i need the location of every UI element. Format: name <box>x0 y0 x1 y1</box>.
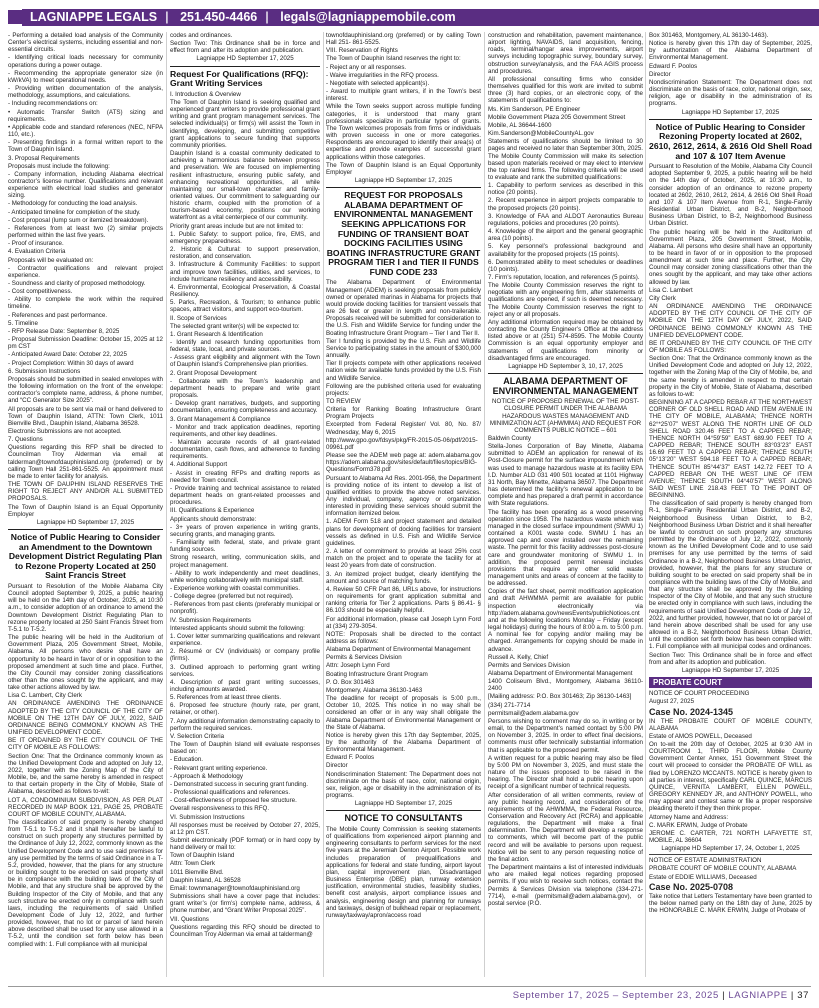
notice-paragraph: - Methodology for conducting the load analysis. <box>8 200 138 208</box>
notice-paragraph: Ms. Kim Sanderson, PE Engineer <box>488 105 581 113</box>
page-footer <box>0 986 819 1008</box>
notice-paragraph: townofdauphinisland.org (preferred) or by calling Town Hall 251- 861-5525. <box>326 32 481 47</box>
notice-paragraph: [Mailing address: P.O. Box 301463; Zip 36130-1463] <box>488 693 632 701</box>
notice-paragraph: - Anticipated timeline for completion of the study. <box>8 208 141 216</box>
rezoning-notice-body <box>8 583 163 948</box>
notice-paragraph: - Presenting findings in a formal written report to the Town of Dauphin Island. <box>8 139 163 154</box>
notice-paragraph: Russell A. Kelly, Chief <box>488 653 549 661</box>
notice-paragraph: 4. Additional Support <box>170 461 228 469</box>
notice-paragraph: - Providing written documentation of the analysis, methodology, assumptions, and calculations. <box>8 85 163 100</box>
notice-paragraph: Mobile, AL 36644-1600 <box>488 121 552 129</box>
notice-paragraph: Town of Dauphin Island <box>170 852 235 860</box>
notice-paragraph: Dauphin Island is a coastal community dedicated to achieving a harmonious balance between progress and preservation. We are focused on implementing resilient infrastructure, ensuring public safety, and enhancing recreational opportunities, all while maintaining our small-town character and family-oriented values. Our commitment to safeguarding our historic charm, coupled with the promotion of a tourism-based economy, positions our working waterfront as a vital centerpiece of our community. <box>170 150 320 222</box>
notice-paragraph: - Negotiate with selected applicant(s). <box>326 79 430 87</box>
notice-paragraph: 5. Key personnel’s professional background and availability for the proposed projects (15 points). <box>488 243 643 258</box>
notice-paragraph: - Develop grant narratives, budgets, and supporting documentation, ensuring completeness and accuracy. <box>170 400 320 415</box>
notice-paragraph: Strong research, writing, communication skills, and project management. <box>170 554 320 569</box>
notice-paragraph: 4. Knowledge of the airport and the general geographic area (10 points). <box>488 228 643 243</box>
notice-paragraph: - References from past clients (preferably municipal or nonprofit). <box>170 601 320 616</box>
notice-paragraph: 2. Grant Proposal Development <box>170 369 257 377</box>
notice-paragraph: 1. Cover letter summarizing qualifications and relevant experience. <box>170 632 320 648</box>
publication-line: Lagniappe HD September 17, 2025 <box>196 55 294 63</box>
notice-paragraph: • Automatic Transfer Switch (ATS) sizing and requirements. <box>8 108 163 123</box>
notice-paragraph: - Cost proposal (lump sum or itemized breakdown). <box>8 216 149 224</box>
notice-paragraph: - Soundness and clarity of proposed methodology. <box>8 280 146 287</box>
issue-dates: September 17, 2025 – September 23, 2025 <box>512 990 719 1001</box>
notice-paragraph: Pursuant to Resolution of the Mobile, Alabama City Council adopted September 9, 2025, a public hearing will be held on the 14th day of October, 2025, at 10:30 a.m., to consider adoption of an ordinance to rezone property located at 2602, 2610, 2612, 2614, & 2616 Old Shell Road and 107 & 107 Item Avenue from R-1, Single-Family Residential Urban District, and B-2, Neighborhood Business Urban District, to B-2, Neighborhood Business Urban District. <box>649 163 812 228</box>
notice-paragraph: The Mobile County Commission is seeking statements of qualifications from experienced airport planning and engineering consultants to perform services for the next five years at the Jeremiah Denton Airport. Possible work includes preparation of prequalifications and applications for federal and state funding, airport layout plan, capital improvement plan, Disadvantaged Business Enterprise (DBE) plan, runway extension justification, environmental studies, feasibility studies, benefit cost analysis, airport compliance issues and analysis, engineering design and planning for runways and taxiways, design of bulkhead repair or replacement, runway/taxiway/apron/access road <box>326 826 481 919</box>
notice-paragraph: After consideration of all written comments, review of any public hearing record, and consideration of the requirements of the AHWMMA, the Federal Resource, Conservation and Recovery Act (RCRA) and applicable regulations, the Department will make a final determination. The Department will develop a response to comments, which will become part of the public record and will be available to persons upon request. Notice will be sent to any person requesting notice of the final action. <box>488 791 643 863</box>
notice-paragraph: Please see the ADEM web page at: adem.alabama.gov https://adem.alabama.gov/sites/default/files/topics/BIG-Questions/Form378.pdf <box>326 452 481 474</box>
notice-subtitle: NOTICE OF PROPOSED RENEWAL OF THE POST-CLOSURE PERMIT UNDER THE ALABAMA HAZARDOUS WASTES MANAGEMENT AND MINIMIZATION ACT (AHWMMA) AND REQUEST FOR COMMENTS PUBLIC NOTICE – 601 <box>489 398 642 434</box>
notice-paragraph: 2. Résumé or CV (individuals) or company profile (firms). <box>170 648 320 663</box>
case-number: Case No. 2025-0708 <box>649 881 734 892</box>
column-divider <box>166 32 167 977</box>
notice-paragraph: The Town of Dauphin Island is an Equal Opportunity Employer <box>326 161 481 176</box>
notice-paragraph: NOTE: Proposals shall be directed to the contact address as follows: <box>326 630 481 645</box>
column-divider <box>645 32 646 977</box>
estate-notice-body <box>649 893 812 914</box>
notice-paragraph: - Approach & Methodology <box>170 772 243 780</box>
notice-paragraph: - 3+ years of proven experience in writing grants, securing grants, and managing grants. <box>170 523 320 538</box>
notice-paragraph: 5. Timeline <box>8 319 38 327</box>
publication-line: Lagniappe HD September 3, 10, 17, 2025 <box>508 362 623 370</box>
notice-paragraph: The Town of Dauphin Island is seeking qualified and experienced grant writers to provide professional grant writing and grant program management services. The selected individual(s) or firm(s) will assist the Town in identifying, developing, and submitting competitive grant applications to secure funding that supports community priorities. <box>170 98 320 149</box>
notice-paragraph: • Applicable code and standard references (NEC, NFPA 110, etc.). <box>8 123 163 139</box>
notice-paragraph: Edward F. Poolos <box>649 62 698 70</box>
notice-paragraph: 5. References from at least three clients. <box>170 694 282 702</box>
notice-paragraph: Section One: That the Ordinance commonly known as the Unified Development Code and adopted on July 12, 2022, together with the Zoning Map of the City of Mobile, be, and the same hereby is amended in respect to that certain property in the City of Mobile, State of Alabama, described as follows to-wit: <box>8 752 163 796</box>
notice-paragraph: - Anticipated Award Date: October 22, 2025 <box>8 351 127 359</box>
notice-paragraph: Nondiscrimination Statement: The Department does not discriminate on the basis of race, color, national origin, sex, religion, age or disability in the administration of its programs. <box>649 78 812 108</box>
notice-paragraph: 4. Description of past grant writing successes, including amounts awarded. <box>170 678 320 693</box>
notice-paragraph: Overall responsiveness to this RFQ. <box>170 805 270 813</box>
notice-title: Notice of Public Hearing to Consider Rezoning Property located at 2602, 2610, 2612, 2614, & 2616 Old Shell Road and 107 & 107 Item Avenue <box>649 121 812 161</box>
notice-paragraph: VI. Submission Instructions <box>170 813 245 821</box>
notice-paragraph: Email: townmanager@townofdauphinisland.org <box>170 884 300 892</box>
notice-divider <box>488 373 643 374</box>
header-phone: 251.450-4466 <box>180 10 258 24</box>
notice-paragraph: The selected grant writer(s) will be expected to: <box>170 322 300 330</box>
notice-paragraph: City Clerk <box>649 294 676 302</box>
notice-paragraph: (334) 271-7714 <box>488 701 531 709</box>
section-title: LAGNIAPPE LEGALS <box>30 10 158 24</box>
notice-paragraph: The public hearing will be held in the Auditorium of Government Plaza, 205 Government Street, Mobile, Alabama. All persons who desire shall have an opportunity to be heard in favor of or in opposition to the proposed amendment at such time and place. Further, the City Council may consider zoning classifications other than the ones sought by the applicant, and may take other actions allowed by law. <box>649 228 812 286</box>
notice-paragraph: 1. Capability to perform services as described in this notice (20 points). <box>488 182 643 197</box>
notice-paragraph: Permits & Services Division <box>326 654 402 662</box>
consultants-body <box>326 826 481 919</box>
adem-notice-body <box>488 435 643 907</box>
notice-paragraph: 4. Review 50 CFR Part 86, URLs above, for instructions on requirements for grant application submittal and ranking criteria for Tier 2 applications. Parts § 86.41- § 86.103 should be especially helpful. <box>326 585 481 615</box>
notice-paragraph: 2. Recent experience in airport projects comparable to the proposed projects (20 points). <box>488 197 643 212</box>
notice-paragraph: - Monitor and track application deadlines, reporting requirements, and other key deadlines. <box>170 423 320 438</box>
notice-paragraph: - Professional qualifications and references. <box>170 789 291 797</box>
notice-paragraph: 4. Evaluation Criteria <box>8 248 66 256</box>
notice-paragraph: Kim.Sanderson@MobileCountyAL.gov <box>488 130 594 138</box>
notice-paragraph: Attn: Town Clerk <box>170 860 215 868</box>
notice-paragraph: Boating Infrastructure Grant Program <box>326 670 428 678</box>
notice-paragraph: Take notice that Letters Testamentary have been granted to the below named party on the 18th day of June, 2025 by the HONORABLE C. MARK ERWIN, Judge of Probate of <box>649 892 812 915</box>
notice-paragraph: Section Two: This Ordinance shall be in force and effect from and after its adoption and publication. <box>170 40 320 55</box>
notice-paragraph: PROBATE COURT OF MOBILE COUNTY, ALABAMA <box>649 865 797 873</box>
notice-paragraph: - Identify and research funding opportunities from federal, state, local, and private sources. <box>170 338 320 354</box>
notice-paragraph: - Demonstrated success in securing grant funding. <box>170 780 308 788</box>
notice-paragraph: Statements of qualifications should be limited to 30 pages and received no later than September 30th, 2025. The Mobile County Commission will make its selection based upon materials received or may elect to interview the top ranked firms. The following criteria will be used to evaluate and rank the submitted qualifications: <box>488 138 643 181</box>
notice-paragraph: Stella-Jones Corporation of Bay Minette, Alabama submitted to ADEM an application for renewal of its Post-Closure permit for the surface impoundment which was used to manage hazardous waste at its facility EPA I.D. Number ALD 031 490 501 located at 1101 Highway 31 North, Bay Minette, Alabama 36507. The Department has determined the facility’s renewal application to be complete and has prepared a draft permit in accordance with State regulations. <box>488 443 643 508</box>
notice-paragraph: The deadline for receipt of proposals is 5:00 p.m., October 10, 2025. This notice in no way shall be considered an offer or in any way shall obligate the Alabama Department of Environmental Management or the State of Alabama. <box>326 695 481 731</box>
notice-divider <box>649 854 812 855</box>
notice-title: NOTICE TO CONSULTANTS <box>344 813 463 824</box>
notice-paragraph: Applicants should demonstrate: <box>170 515 257 523</box>
notice-paragraph: Any additional information required may be obtained by contacting the County Engineer’s Office at the address listed above or at (251) 574-8595. The Mobile County Commission is an equal opportunity employer and statements of qualifications from minority or disadvantaged firms are encouraged. <box>488 318 643 362</box>
notice-paragraph: - Including recommendations on: <box>8 100 98 108</box>
notice-paragraph: JEROME C. CARTER, 721 NORTH LAFAYETTE ST, MOBILE, AL 36604 <box>649 829 812 844</box>
notice-divider <box>326 810 481 811</box>
notice-title: Request For Qualifications (RFQ): Grant Writing Services <box>170 68 309 89</box>
notice-paragraph: LOT A, CONDOMINIUM SUBDIVISION, AS PER PLAT RECORDED IN MAP BOOK 121, PAGE 25, PROBATE COURT OF MOBILE COUNTY, ALABAMA. <box>8 796 163 818</box>
notice-paragraph: - Identifying critical loads necessary for community operations during a power outage. <box>8 54 163 69</box>
notice-paragraph: Copies of the fact sheet, permit modification application and draft AHWMMA permit are available for public inspection electronically via http://adem.alabama.gov/newsEvents/publicNotices.cnt and at the following locations Monday – Friday (except legal holidays) during the hours of 8:00 a.m. to 5:00 p.m. A nominal fee for copying and/or mailing may be charged. Arrangements for copying should be made in advance. <box>488 588 643 653</box>
column-divider <box>323 32 324 977</box>
case-number: Case No. 2024-1345 <box>649 706 734 717</box>
notice-paragraph: AN ORDINANCE AMENDING THE ORDINANCE ADOPTED BY THE CITY COUNCIL OF THE CITY OF MOBILE ON THE 12TH DAY OF JULY, 2022, SAID ORDINANCE BEING COMMONLY KNOWN AS THE UNIFIED DEVELOPMENT CODE. <box>8 700 163 737</box>
notice-paragraph: Pursuant to Resolution of the Mobile Alabama City Council adopted September 9, 2025, a public hearing will be held on the 14th day of October, 2025, at 10:30 a.m., to consider adoption of an ordinance to amend the Downtown Development District Regulating Plan to rezone property located at 250 Saint Francis Street from T-5.1 to T-5.2. <box>8 582 163 633</box>
publication-line: Lagniappe HD September 17, 2025 <box>354 800 453 808</box>
notice-paragraph: 6. Submission Instructions <box>8 367 81 375</box>
notice-paragraph: Section One: That the Ordinance commonly known as the Unified Development Code and adopted on July 12, 2022, together with the Zoning Map of the City of Mobile, be, and the same hereby is amended in respect to that certain property in the City of Mobile, State of Alabama, described as follows to-wit: <box>649 355 812 398</box>
notice-paragraph: A written request for a public hearing may also be filed by 5:00 PM on November 3, 2025, and must state the nature of the issues proposed to be raised in the hearing. The Director shall hold a public hearing upon receipt of a significant number of technical requests. <box>488 754 643 791</box>
notice-paragraph: Lisa C. Lambert <box>649 286 693 294</box>
notice-paragraph: 3. Grant Management & Compliance <box>170 415 271 423</box>
notice-paragraph: Tier I funding is provided by the U.S. Fish and Wildlife Service to participating states in the amount of $300,000 annually. <box>326 337 481 360</box>
notice-paragraph: IV. Submission Requirements <box>170 616 251 624</box>
notice-paragraph: TO REVIEW <box>326 397 361 405</box>
rfp-body <box>326 279 481 799</box>
notice-paragraph: The classification of said property is hereby changed from R-1, Single-Family Residential Urban District, and B-2, Neighborhood Business Urban District, to B-2, Neighborhood Business Urban District and it shall hereafter be lawful to construct on such property any structures permitted by the Ordinance of July 12, 2022, commonly known as the Unified Development Code and to use said premises for any use permitted by the terms of said Ordinance in a B-2, Neighborhood Business Urban District, provided, however, that the plans for any structure or building sought to be erected on said property shall be in compliance with the building laws of the City of Mobile, and that any structure shall be approved by the Building Inspector of the City of Mobile, and that any such structure be erected only in compliance with such laws, including the requirements of said Unified Development Code of July 12, 2022, and further provided, however, that no lot or parcel of land herein above described shall be used for any use allowed in a B-2, Neighborhood Business Urban District, until the condition set forth below has been complied with: 1. Full compliance with all municipal codes and ordinances. <box>649 500 812 651</box>
notice-paragraph: The Town of Dauphin Island is an Equal Opportunity Employer <box>8 503 163 518</box>
column-3 <box>326 32 481 977</box>
page-number: 37 <box>797 990 809 1001</box>
header-text: LAGNIAPPE LEGALS | 251.450-4466 | legals@lagniappemobile.com <box>30 10 456 24</box>
publication-line: Lagniappe HD September 17, 2025 <box>681 666 780 674</box>
notice-paragraph: VIII. Reservation of Rights <box>326 47 398 55</box>
notice-paragraph: - Collaborate with the Town’s leadership and department heads to prepare and write grant proposals. <box>170 377 320 400</box>
notice-paragraph: Priority grant areas include but are not limited to: <box>170 222 304 230</box>
notice-paragraph: The classification of said property is hereby changed from T-5.1 to T-5.2 and it shall hereafter be lawful to construct on such property any structures permitted by the Ordinance of July 12, 2022, commonly known as the Unified Development Code and to use said premises for any use permitted by the terms of said Ordinance in a T-5.2, provided, however, that the plans for any structure or building sought to be erected on said property shall be in compliance with the building laws of the City of Mobile, and that any structure shall be approved by the Building Inspector of the City of Mobile, and that any such structure be erected only in compliance with such laws, including the requirements of said Unified Development Code of July 12, 2022, and further provided, however, that no lot or parcel of land herein above described shall be used for any use allowed in a T-5.2, until the condition set forth below has been complied with: 1. Full compliance with all municipal <box>8 818 163 948</box>
notice-paragraph: THE TOWN OF DAUPHIN ISLAND RESERVES THE RIGHT TO REJECT ANY AND/OR ALL SUBMITTED PROPOSALS. <box>8 481 163 503</box>
notice-title: Notice of Public Hearing to Consider an Amendment to the Downtown Development District Regulating Plan to Rezone Property Located at 250 Saint Francis Street <box>8 532 163 581</box>
header-email: legals@lagniappemobile.com <box>280 10 456 24</box>
column-divider <box>484 32 485 977</box>
notice-paragraph: 4. Environmental, Ecological Preservation, & Coastal Resiliency. <box>170 283 320 299</box>
notice-paragraph: - Company information, including Alabama electrical contractor’s license number. Qualifications and relevant experience with electrical load studies and generator sizing. <box>8 170 163 200</box>
notice-paragraph: The facility has been operating as a wood preserving operation since 1958. The hazardous waste which was managed in the closed surface impoundment (SWMU 1) contained a K001 waste code. SWMU 1 has an approved cap and cover installed over the remaining waste. The permit for this facility addresses post-closure care and groundwater monitoring of SWMU 1. In addition, the proposed permit renewal includes provisions that require any other solid waste management units and areas of concern at the facility to be addressed. <box>488 508 643 588</box>
notice-paragraph: AN ORDINANCE AMENDING THE ORDINANCE ADOPTED BY THE CITY COUNCIL OF THE CITY OF MOBILE ON THE 12TH DAY OF JULY, 2022, SAID ORDINANCE BEING COMMONLY KNOWN AS THE UNIFIED DEVELOPMENT CODE. <box>649 303 812 339</box>
notice-paragraph: BE IT ORDAINED BY THE CITY COUNCIL OF THE CITY OF MOBILE AS FOLLOWS: <box>649 339 812 354</box>
notice-paragraph: Mobile Government Plaza 205 Government Street <box>488 113 626 121</box>
notice-paragraph: Alabama Department of Environmental Management <box>488 670 633 677</box>
column-5 <box>649 32 812 977</box>
notice-paragraph: Notice is hereby given this 17th day of September, 2025, by authorization of the Alabama Department of Environmental Management. <box>649 40 812 62</box>
notice-divider <box>326 187 481 188</box>
notice-paragraph: construction and rehabilitation, pavement maintenance, airport lighting, NAVAIDS, land acquisition, fencing, roads, terminal/hangar area improvements, airport surveys including topographic survey, boundary survey, obstruction survey/analysis, and the FAA AGIS process and procedures. <box>488 32 643 75</box>
notice-paragraph: On to-wit the 20th day of October, 2025 at 9:30 AM in COURTROOM 1, THIRD FLOOR, Mobile County Government Center Annex, 151 Government Street the court will proceed to consider the PROBATE OF WILL as filed by LORENZO MCCANTS. NOTICE is hereby given to all parties in interest, specifically CARL QUINCE, MARCUS QUINCE, VERNITA LAMBERT, ELLEN POWELL, GREGORY KENNEDY JR, and ANTHONY POWELL, who may appear and contest same or file a proper responsive pleading thereto if they then think proper. <box>649 740 812 813</box>
notice-paragraph: Estate of AMOS POWELL, Deceased <box>649 732 752 740</box>
notice-paragraph: 5. Parks, Recreation, & Tourism; to enhance public spaces, attract visitors, and support eco-tourism. <box>170 299 320 314</box>
notice-paragraph: Section Two: This Ordinance shall be in force and effect from and after its adoption and publication. <box>649 651 812 666</box>
notice-paragraph: Proposals will be evaluated on: <box>8 256 94 264</box>
notice-paragraph: http://www.gpo.gov/fdsys/pkg/FR-2015-05-06/pdf/2015-09961.pdf <box>326 436 478 451</box>
notice-paragraph: 3. An itemized project budget, clearly identifying the amount and source of matching funds. <box>326 570 481 585</box>
notice-paragraph: - Award to multiple grant writers, if in the Town’s best interest. <box>326 88 481 103</box>
notice-paragraph: Permits and Services Division <box>488 661 570 669</box>
notice-paragraph: - Project Completion: Within 30 days of award <box>8 359 134 367</box>
notice-paragraph: - Waive irregularities in the RFQ process. <box>326 71 439 79</box>
footer-text: September 17, 2025 – September 23, 2025 | LAGNIAPPE | 37 <box>512 990 809 1001</box>
notice-paragraph: - Proposal Submission Deadline: October 15, 2025 at 12 pm CST <box>8 336 163 351</box>
notice-paragraph: 1. ADEM Form 518 and project statement and detailed plans for development of docking facilities for transient vessels as defined in U.S. Fish and Wildlife Service guidelines. <box>326 518 481 547</box>
notice-paragraph: 1400 Coliseum Blvd., Montgomery, Alabama 36110-2400 <box>488 678 643 693</box>
publication-line: Lagniappe HD September 17, 2025 <box>36 518 135 526</box>
notice-paragraph: 6. Demonstrated ability to meet schedules or deadlines (10 points). <box>488 258 643 273</box>
notice-paragraph: August 27, 2025 <box>649 698 695 706</box>
notice-paragraph: 7. Any additional information demonstrating capacity to perform the required services. <box>170 717 320 732</box>
notice-paragraph: - Experience working with coastal communities. <box>170 584 300 592</box>
notice-paragraph: Nondiscrimination Statement: The Department does not discriminate on the basis of race, color, national origin, sex, religion, age or disability in the administration of its programs. <box>326 770 481 800</box>
notice-paragraph: Notice is hereby given this 17th day September, 2025, by the authority of the Alabama Department of Environmental Management. <box>326 731 481 754</box>
consultants-continuation <box>488 32 643 362</box>
rfq-continuation <box>326 32 481 176</box>
notice-paragraph: Lisa C. Lambert, City Clerk <box>8 692 82 700</box>
notice-paragraph: Criteria for Ranking Boating Infrastructure Grant Program Projects <box>326 406 481 421</box>
notice-paragraph: Submit electronically (PDF format) or in hard copy by hand delivery or mail to: <box>170 836 320 852</box>
publication-line: Lagniappe HD September 17, 2025 <box>354 176 453 184</box>
generator-rfp-body <box>8 32 163 518</box>
notice-paragraph: 7. Firm’s reputation, location, and references (5 points). <box>488 274 640 281</box>
publication-line: Lagniappe HD September 17, 24, October 1, 2025 <box>661 845 800 853</box>
notice-paragraph: The Alabama Department of Environmental Management (ADEM) is seeking proposals from publicly owned or operated marinas in Alabama for projects that would provide docking facilities for transient vessels that are 26 feet or greater in length and non-trailerable. Proposals received will be submitted for consideration to the U.S. Fish and Wildlife Service for funding under the Boating Infrastructure Grant Program – Tier I and Tier II. <box>326 279 481 337</box>
notice-columns <box>8 32 812 977</box>
notice-paragraph: Submissions shall have a cover page that includes: grant writer’s (or firm’s) complete name, address, & phone number, and “Grant Writer Proposal 2025”. <box>170 893 320 915</box>
publication-line: Lagniappe HD September 17, 2025 <box>681 108 780 116</box>
section-marker <box>8 10 22 24</box>
notice-paragraph: - Proof of insurance. <box>8 240 64 248</box>
notice-paragraph: All responses must be received by October 27, 2025, at 12 pm CST. <box>170 821 320 836</box>
notice-paragraph: BEGINNING AT A CAPPED REBAR AT THE NORTHWEST CORNER OF OLD SHELL ROAD AND ITEM AVENUE IN THE CITY OF MOBILE, ALABAMA; THENCE NORTH 62°*25’07” WEST ALONG THE NORTH LINE OF OLD SHELL ROAD 320.46 FEET TO A CAPPED REBAR; THENCE NORTH 04°59’59” EAST 689.90 FEET TO A CAPPED REBAR; THENCE SOUTH 83°03’23” EAST 16.69 FEET TO A CAPPED REBAR; THENCE SOUTH 05°13’20” WEST 594.18 FEET TO A CAPPED REBAR; THENCE SOUTH 85°44’37” EAST 142.72 FEET TO A CAPPED REBAR ON THE WEST LINE OF ITEM AVENUE; THENCE SOUTH 04°40’57” WEST ALONG SAID WEST LINE 218.43 FEET TO THE POINT OF BEGINNING. <box>649 399 812 500</box>
notice-paragraph: - RFP Release Date: September 8, 2025 <box>8 327 120 335</box>
notice-paragraph: All professional consulting firms who consider themselves qualified for this work are invited to submit three (3) hard copies, or an electronic copy, of the statements of qualifications to: <box>488 75 643 105</box>
notice-paragraph: 2. Historic & Cultural: to support preservation, restoration, and conservation. <box>170 246 320 261</box>
notice-paragraph: While the Town seeks support across multiple funding categories, it is understood that many grant professionals specialize in particular types of grants. The Town welcomes proposals from firms or individuals with proven success in one or more categories. Respondents are encouraged to identify their area(s) of expertise and provide examples of successful grant applications within those categories. <box>326 103 481 161</box>
ordinance-continuation <box>170 32 320 54</box>
notice-paragraph: The Town of Dauphin Island reserves the right to: <box>326 55 461 63</box>
notice-paragraph: Tier II projects compete with other applications received nation wide for available funds provided by the U.S. Fish and Wildlife Service. <box>326 360 481 382</box>
notice-paragraph: codes and ordinances. <box>170 32 233 39</box>
notice-divider <box>170 66 320 67</box>
notice-paragraph: - References and past performance. <box>8 311 108 319</box>
notice-paragraph: C. MARK ERWIN, Judge of Probate <box>649 821 748 829</box>
estate-notice-head <box>649 857 812 880</box>
notice-paragraph: 1. Grant Research & Identification <box>170 330 263 338</box>
notice-paragraph: II. Scope of Services <box>170 314 227 322</box>
notice-paragraph: Questions regarding this RFP shall be directed to Councilman Troy Alderman via email at talderman@townofdauphinisland.org (preferred) or by calling Town Hall 251-861-5525. An appointment must be made to enter facility for analysis. <box>8 444 163 480</box>
notice-paragraph: 6. Proposed fee structure (hourly rate, per grant, retainer, or other). <box>170 702 320 717</box>
notice-paragraph: - Ability to work independently and meet deadlines, while working collaboratively with municipal staff. <box>170 569 320 584</box>
notice-paragraph: Excerpted from Federal Register/ Vol. 80, No. 87/ Wednesday, May 6, 2015 <box>326 421 481 436</box>
notice-paragraph: Pursuant to Alabama Ad Res. 2001-956, the Department is providing notice of its intent to develop a list of qualified entities to provide the above noted services. Any individual, company, agency or organization interested in providing these services should submit the information itemized below. <box>326 474 481 518</box>
notice-paragraph: 3. Proposal Requirements <box>8 154 80 162</box>
notice-paragraph: The Mobile County Commission reserves the right to negotiate with any engineering firm, after statements of qualifications are opened, if such is deemed necessary. The Mobile County Commission reserves the right to reject any or all proposals. <box>488 282 643 318</box>
notice-paragraph: Estate of EDDIE WILLIAMS, Deceased <box>649 873 757 881</box>
notice-paragraph: - Cost competitiveness. <box>8 288 73 296</box>
notice-paragraph: Dauphin Island, AL 36528 <box>170 876 241 884</box>
notice-paragraph: - Provide training and technical assistance to related department heads on grant-related processes and procedures. <box>170 484 320 507</box>
notice-title: ALABAMA DEPARTMENT OF ENVIRONMENTAL MANAGEMENT <box>492 376 639 396</box>
notice-paragraph: Electronic Submissions are not accepted. <box>8 427 122 435</box>
footer-brand: LAGNIAPPE <box>728 990 788 1001</box>
hearing-body <box>649 163 812 666</box>
notice-paragraph: NOTICE OF COURT PROCEEDING <box>649 690 750 698</box>
notice-paragraph: Proposals must include the following: <box>8 162 110 170</box>
notice-paragraph: The Department maintains a list of interested individuals who are mailed legal notices regarding proposed permits. If you wish to receive such notices, contact the Permits & Services Division via telephone (334-271-7714), e-mail (permitsmail@adem.alabama.gov), or postal service (P.O. <box>488 864 643 907</box>
notice-paragraph: Following are the published criteria used for evaluating projects: <box>326 382 481 397</box>
notice-paragraph: - References from at least two (2) similar projects performed within the last five years. <box>8 224 163 240</box>
probate-notice-head <box>649 690 812 705</box>
notice-paragraph: - Maintain accurate records of all grant-related documentation, cash flows, and adherence to funding requirements. <box>170 439 320 461</box>
notice-paragraph: - Cost-effectiveness of proposed fee structure. <box>170 797 297 805</box>
notice-paragraph: V. Selection Criteria <box>170 732 225 740</box>
notice-paragraph: III. Qualifications & Experience <box>170 507 255 515</box>
notice-paragraph: permitsmail@adem.alabama.gov <box>488 709 579 717</box>
notice-paragraph: I. Introduction & Overview <box>170 90 241 98</box>
notice-divider <box>8 529 163 530</box>
notice-paragraph: Baldwin County <box>488 435 531 442</box>
notice-paragraph: IN THE PROBATE COURT OF MOBILE COUNTY, ALABAMA <box>649 717 812 732</box>
notice-paragraph: - Contractor qualifications and relevant project experience. <box>8 264 163 279</box>
notice-paragraph: NOTICE OF ESTATE ADMINISTRATION <box>649 857 762 865</box>
notice-paragraph: - Performing a detailed load analysis of the Community Center’s electrical systems, including essential and non-essential circuits. <box>8 32 163 54</box>
notice-paragraph: Edward F. Poolos <box>326 754 375 762</box>
notice-paragraph: Interested applicants should submit the following: <box>170 624 305 632</box>
notice-paragraph: Director <box>326 762 348 770</box>
notice-title: REQUEST FOR PROPOSALS ALABAMA DEPARTMENT OF ENVIRONMENTAL MANAGEMENT SEEKING APPLICATIONS FOR FUNDING OF TRANSIENT BOAT DOCKING FACILITIES USING BOATING INFRASTRUCTURE GRANT PROGRAM TIER I and TIER II FUNDS FUND CODE 233 <box>326 190 481 277</box>
notice-paragraph: 1. Public Safety: to support police, fire, EMS, and emergency preparedness. <box>170 230 320 245</box>
notice-paragraph: 7. Questions <box>8 436 43 444</box>
notice-paragraph: Montgomery, Alabama 36130-1463 <box>326 686 423 694</box>
notice-paragraph: The public hearing will be held in the Auditorium of Government Plaza, 205 Government Street, Mobile, Alabama. All persons who desire shall have an opportunity to be heard in favor of or in opposition to the proposed amendment at such time and place. Further, the City Council may consider zoning classifications other than the ones sought by the applicant, and may take other actions allowed by law. <box>8 634 163 692</box>
notice-paragraph: Alabama Department of Environmental Management <box>326 646 471 654</box>
adem-continuation <box>649 32 812 108</box>
probate-court-heading: PROBATE COURT <box>649 677 812 688</box>
column-1 <box>8 32 163 977</box>
notice-paragraph: Box 301463, Montgomery, AL 36130-1463). <box>649 32 769 39</box>
notice-paragraph: Proposals should be submitted in sealed envelopes with the following information on the front of the envelope: contractor’s complete name, address, & phone number, and “CC Generator Size 2025”. <box>8 375 163 405</box>
notice-paragraph: Director <box>649 70 671 78</box>
notice-paragraph: BE IT ORDAINED BY THE CITY COUNCIL OF THE CITY OF MOBILE AS FOLLOWS: <box>8 737 163 752</box>
rfq-body <box>170 91 320 938</box>
column-4 <box>488 32 643 977</box>
notice-paragraph: Questions regarding this RFQ should be directed to Councilman Troy Alderman via email at talderman@ <box>170 923 320 938</box>
notice-paragraph: 3. Knowledge of FAA and ALDOT Aeronautics Bureau regulations, policies and procedures (20 points). <box>488 212 643 227</box>
notice-paragraph: - Ability to complete the work within the required timeline. <box>8 296 163 311</box>
footer-rule <box>8 986 811 987</box>
notice-paragraph: The Town of Dauphin Island will evaluate responses based on: <box>170 741 320 756</box>
notice-divider <box>649 119 812 120</box>
notice-paragraph: Attn: Joseph Lynn Ford <box>326 662 390 670</box>
notice-paragraph: 3. Infrastructure & Community Facilities: to support and improve town facilities, utilities, and services, to include hurricane resiliency and accessibility. <box>170 261 320 283</box>
notice-paragraph: - Reject any or all responses. <box>326 63 407 71</box>
notice-paragraph: - Assess grant eligibility and alignment with the Town of Dauphin Island’s Comprehensive plan priorities. <box>170 354 320 369</box>
notice-paragraph: - College degree (preferred but not required). <box>170 593 294 601</box>
page-header <box>0 0 819 30</box>
notice-paragraph: Persons wishing to comment may do so, in writing or by email, to the Department’s named contact by 5:00 PM on November 3, 2025. In order to effect final decisions, comments must offer technically substantial information that is applicable to the proposed permit. <box>488 717 643 754</box>
probate-notice-body <box>649 718 812 845</box>
notice-paragraph: - Recommending the appropriate generator size (in kW/kVA) to meet operational needs. <box>8 69 163 84</box>
notice-paragraph: P. O. Box 301463 <box>326 678 375 686</box>
column-2 <box>170 32 320 977</box>
notice-paragraph: - Familiarity with federal, state, and private grant funding sources. <box>170 539 320 554</box>
notice-paragraph: - Relevant grant writing experience. <box>170 764 268 772</box>
notice-paragraph: - Education. <box>170 756 204 764</box>
notice-paragraph: VII. Questions <box>170 915 209 923</box>
notice-paragraph: 3. Outlined approach to performing grant writing services. <box>170 663 320 678</box>
notice-paragraph: All proposals are to be sent via mail or hand delivered to Town of Dauphin Island, ATTN: Town Clerk, 1011 Bienville Blvd., Dauphin Island, Alabama 36528. <box>8 405 163 427</box>
notice-paragraph: 1011 Bienville Blvd. <box>170 868 224 876</box>
notice-paragraph: 2. A letter of commitment to provide at least 25% cost match on the project and to operate the facility for at least 20 years from date of construction. <box>326 548 481 570</box>
notice-paragraph: Attorney Name and Address: <box>649 813 729 821</box>
notice-paragraph: For additional information, please call Joseph Lynn Ford at (334) 279-3054. <box>326 615 481 630</box>
notice-paragraph: - Assist in creating RFPs and drafting reports as needed for Town council. <box>170 469 320 484</box>
